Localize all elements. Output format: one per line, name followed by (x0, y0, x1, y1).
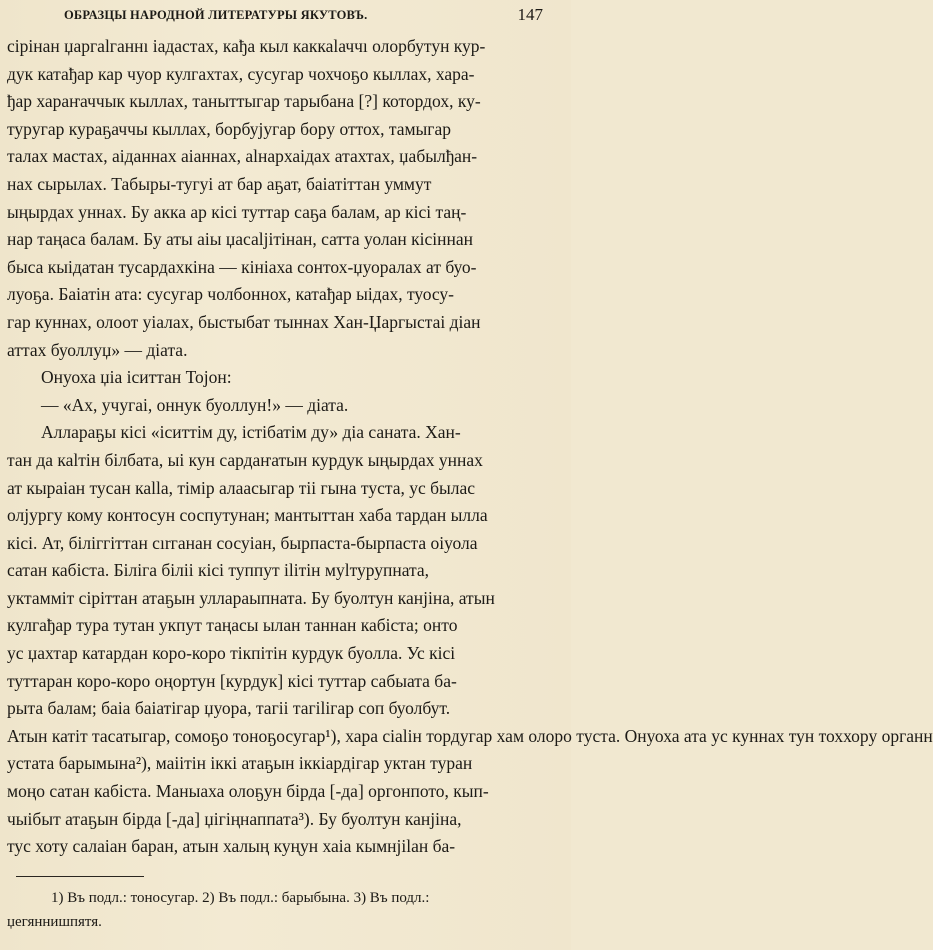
text-line: нар таңаса балам. Бу аты аіы џасаlјітінан, сатта уолан кісіннан (7, 229, 473, 250)
text-line: рыта балам; баіа баіатігар џуора, тагіі тагіlігар соп буолбут. (7, 698, 451, 719)
text-line: тан да каlтін білбата, ыі кун сардаҥатын курдук ыңырдах уннах (7, 449, 483, 470)
text-line: талах мастах, аіданнах аіаннах, аlнархаідах атахтах, џабылђан- (7, 146, 478, 167)
footnote-divider (16, 876, 144, 877)
text-line: чыібыт атаҕын бірда [-да] џігіңнаппата³). Бу буолтун канјіна, (7, 808, 462, 829)
text-line: ус џахтар катардан коро-коро тікпітін курдук буолла. Ус кісі (7, 643, 456, 664)
text-line: турyгар кураҕаччы кыллах, борбујугар бору оттох, тамыгар (7, 118, 451, 139)
text-line: кісі. Ат, біліггіттан сırганан сосуіан, бырпаста-бырпаста оіуола (7, 532, 478, 553)
text-line: кулгађар тура тутан укпут таңасы ылан таннан кабіста; онто (7, 615, 458, 636)
text-line: гар куннах, олоот уіалах, быстыбат тыннах Хан-Џаргыстаі діан (7, 311, 481, 332)
footnotes (7, 886, 561, 934)
text-line: устата барымына²), маіітін іккі атаҕын іккіардігар уктан туран (7, 753, 473, 774)
text-line: ат кыраіан тусан каlla, тімір алаасыгар тіі гына туста, ус былас (7, 477, 476, 498)
text-line: туттаран коро-коро оңортун [курдук] кісі туттар сабыата ба- (7, 670, 457, 691)
text-line: Аллараҕы кісі «іситтім ду, істібатім ду» діа саната. Хан- (41, 422, 461, 443)
body-text (7, 33, 933, 861)
text-line: сатан кабіста. Біліга біліі кісі туппут ilітін муlтурупната, (7, 560, 430, 581)
text-line: дук катађар кар чуор кулгахтах, сусугар чохчоҕо кыллах, хара- (7, 63, 475, 84)
text-line: нах сырылах. Табыры-тугуі ат бар аҕат, баіатіттан уммут (7, 173, 432, 194)
text-line: тус хоту салаіан баран, атын халың куңун хаіа кымнјіlан ба- (7, 836, 456, 857)
page-number: 147 (517, 5, 543, 24)
text-line: ыңырдах уннах. Бу акка ар кісі туттар саҕа балам, ар кісі таң- (7, 201, 467, 222)
footnote-line: 1) Въ подл.: тоносугар. 2) Въ подл.: барыбына. 3) Въ подл.: (51, 890, 430, 906)
text-line: — «Ах, учугаі, оннук буоллун!» — діата. (41, 394, 349, 415)
text-line: моңо сатан кабіста. Маныаха олоҕун бірда [-да] оргонпото, кып- (7, 781, 489, 802)
page-header (16, 6, 555, 28)
text-line: уктамміт сіріттан атаҕын уллараыпната. Бу буолтун канјіна, атын (7, 587, 495, 608)
text-line: быса кыідатан тусардахкіна — кініаха сонтох-џуоралах ат буо- (7, 256, 477, 277)
text-line: Онуоха џіа іситтан Тојон: (41, 367, 232, 388)
footnote-line: џегяннишпятя. (7, 914, 102, 930)
text-line: ђар хараҥаччык кыллах, таныттыгар тарыбана [?] котордох, ку- (7, 91, 481, 112)
text-line: луоҕа. Баіатін ата: сусугар чолбоннох, катађар ыідах, туосу- (7, 284, 454, 305)
text-line: аттах буоллуџ» — діата. (7, 339, 188, 360)
running-title: ОБРАЗЦЫ НАРОДНОЙ ЛИТЕРАТУРЫ ЯКУТОВЪ. (64, 8, 368, 22)
text-line: олјургу кому контосун соспутунан; мантыттан хаба тардан ылла (7, 505, 488, 526)
text-line: Атын катіт тасатыгар, сомоҕо тоноҕосугар¹), хара сіаlін тордугар хам олоро туста. Онуоха ата ус куннах тун тоххору органн (7, 725, 933, 746)
text-line: сірінан џаргаlганнı іадастах, кађа кыл каккаlаччı олорбутун кур- (7, 36, 486, 56)
